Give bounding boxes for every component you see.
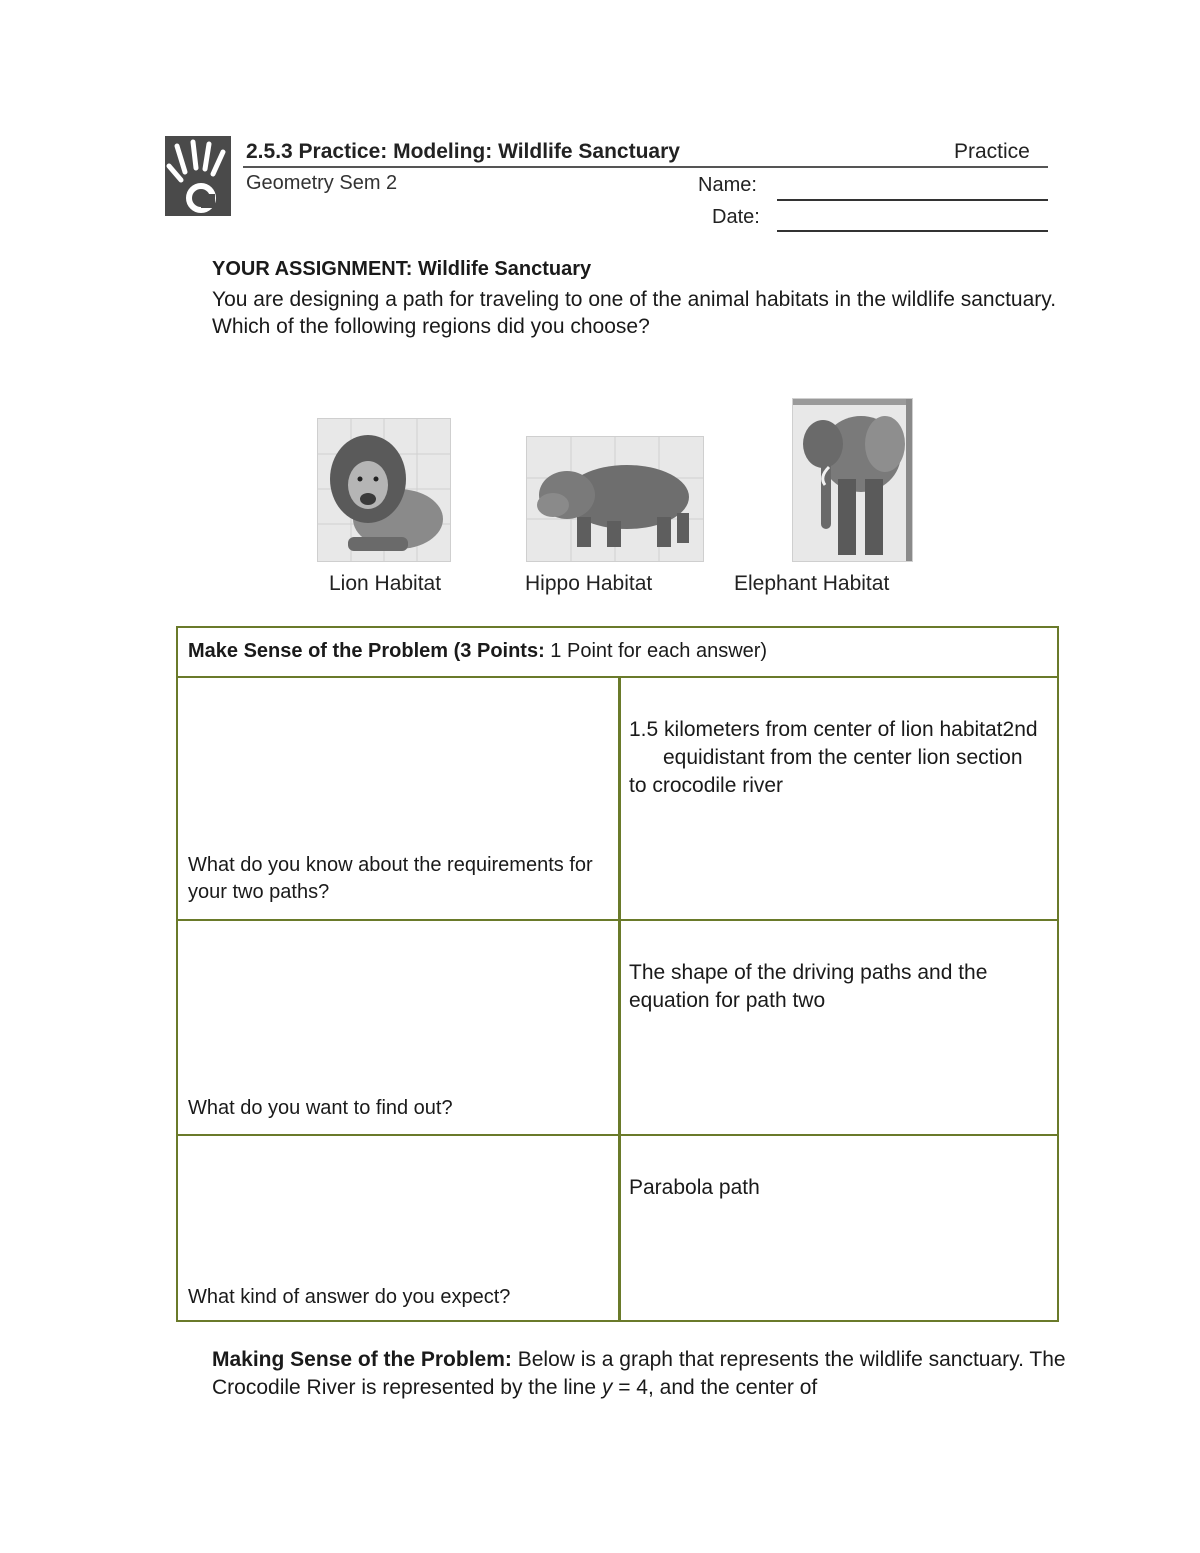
graph-intro-lead: Making Sense of the Problem: xyxy=(212,1348,512,1371)
name-field[interactable] xyxy=(777,199,1048,201)
elephant-photo xyxy=(792,398,913,562)
table-header xyxy=(178,628,1057,678)
hippo-icon xyxy=(527,437,703,561)
table-heading-points: 1 Point for each answer) xyxy=(544,640,768,662)
header-divider xyxy=(243,166,1048,168)
lion-icon xyxy=(318,419,450,561)
answer-find-out[interactable]: The shape of the driving paths and the equation for path two xyxy=(629,961,988,1012)
answer-expected-answer[interactable]: Parabola path xyxy=(629,1176,760,1199)
hippo-photo xyxy=(526,436,704,562)
hippo-habitat-caption: Hippo Habitat xyxy=(525,572,653,595)
lion-photo xyxy=(317,418,451,562)
table-column-divider xyxy=(618,678,621,1320)
sunburst-logo-icon xyxy=(165,136,231,216)
answer-requirements[interactable] xyxy=(629,716,1039,800)
table-heading-bold: Make Sense of the Problem (3 Points: xyxy=(188,640,545,662)
assignment-prompt: You are designing a path for traveling to one of the animal habitats in the wildlife sanctuary. Which of the following regions did you choose? xyxy=(212,288,1057,338)
question-find-out: What do you want to find out? xyxy=(188,1097,453,1119)
course-name: Geometry Sem 2 xyxy=(246,172,398,194)
name-label: Name: xyxy=(698,174,757,196)
document-type-label: Practice xyxy=(954,140,1030,163)
assignment-heading: YOUR ASSIGNMENT: Wildlife Sanctuary xyxy=(212,258,592,280)
publisher-logo xyxy=(165,136,231,216)
table-heading xyxy=(188,640,767,663)
graph-intro-variable: y xyxy=(601,1376,613,1399)
answer-requirements-part2: equidistant from the center lion section to crocodile river xyxy=(629,746,1023,797)
elephant-habitat-caption: Elephant Habitat xyxy=(734,572,890,595)
graph-intro-text: Below is a graph that represents the wildlife sanctuary. The Crocodile River is represented by the line xyxy=(212,1348,1066,1399)
lion-habitat-caption: Lion Habitat xyxy=(329,572,442,595)
answer-requirements-part1: 1.5 kilometers from center of lion habitat2nd xyxy=(629,718,1038,741)
graph-intro-paragraph xyxy=(212,1346,1072,1402)
page-title: 2.5.3 Practice: Modeling: Wildlife Sanctuary xyxy=(246,140,680,163)
graph-intro-text-end: = 4, and the center of xyxy=(612,1376,818,1399)
date-label: Date: xyxy=(712,206,760,228)
question-expected-answer: What kind of answer do you expect? xyxy=(188,1286,511,1308)
elephant-icon xyxy=(793,399,912,561)
make-sense-table xyxy=(176,626,1059,1322)
date-field[interactable] xyxy=(777,230,1048,232)
question-requirements: What do you know about the requirements for your two paths? xyxy=(188,854,593,903)
